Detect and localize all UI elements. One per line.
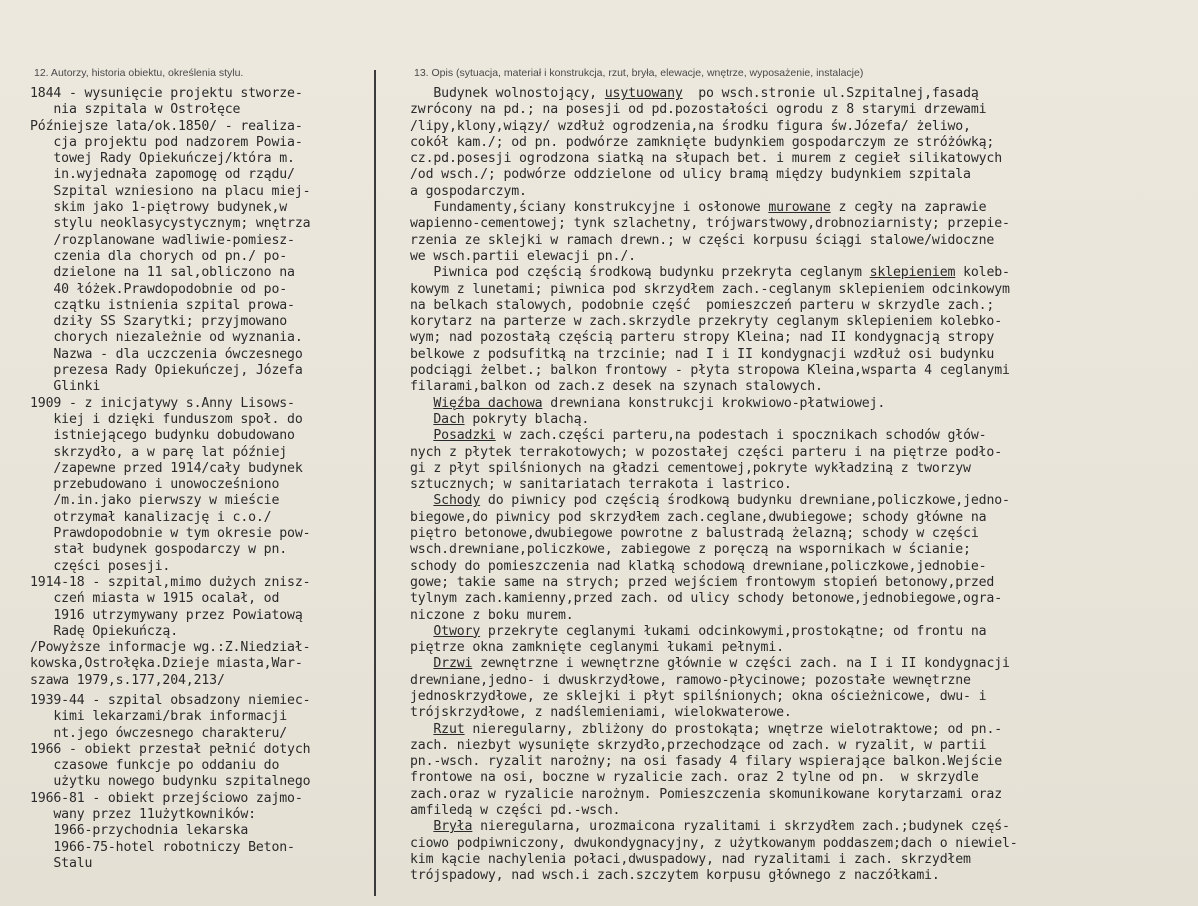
history-line: 1914-18 - szpital,mimo dużych znisz- xyxy=(30,574,311,590)
description-text: Budynek wolnostojący, xyxy=(410,86,605,101)
description-text xyxy=(410,412,433,427)
description-line xyxy=(410,526,1018,542)
history-line: towej Rady Opiekuńczej/która m. xyxy=(30,151,295,167)
description-text: drewniane,jedno- i dwuskrzydłowe, ramowo-płycinowe; pozostałe wewnętrzne xyxy=(410,672,971,688)
description-text: gi z płyt spilśnionych na gładzi cementowej,pokryte wykładziną z tworzyw xyxy=(410,460,971,476)
description-text: a gospodarczym. xyxy=(410,183,527,199)
description-line xyxy=(410,803,1018,819)
column-divider xyxy=(374,70,376,896)
description-text: frontowe na osi, boczne w ryzalicie zach. oraz 2 tylne od pn. w skrzydle xyxy=(410,770,979,786)
history-line: użytku nowego budynku szpitalnego xyxy=(30,774,311,790)
description-line xyxy=(410,86,1018,102)
description-text: biegowe,do piwnicy pod skrzydłem zach.ceglane,dwubiegowe; schody główne na xyxy=(410,509,987,525)
section-13-header: 13. Opis (sytuacja, materiał i konstrukcja, rzut, bryła, elewacje, wnętrze, wyposażenie, instalacje) xyxy=(414,67,864,79)
description-line xyxy=(410,868,1018,884)
description-line xyxy=(410,461,1018,477)
description-text: nych z płytek terrakotowych; w pozostałej części parteru i na piętrze podło- xyxy=(410,444,1003,460)
description-line xyxy=(410,233,1018,249)
description-line xyxy=(410,510,1018,526)
description-text xyxy=(410,624,433,639)
description-line xyxy=(410,135,1018,151)
description-text: korytarz na parterze w zach.skrzydle przekryty ceglanym sklepieniem kolebko- xyxy=(410,314,1003,330)
description-text: filarami,balkon od zach.z desek na szynach stalowych. xyxy=(410,379,823,395)
description-line xyxy=(410,559,1018,575)
description-line xyxy=(410,363,1018,379)
description-text xyxy=(410,493,433,508)
description-text: cz.pd.posesji ogrodzona siatką na słupach bet. i murem z cegieł silikatowych xyxy=(410,151,1003,167)
description-line xyxy=(410,689,1018,705)
description-text: gowe; takie same na strych; przed wejściem frontowym stopień betonowy,przed xyxy=(410,574,995,590)
description-line xyxy=(410,379,1018,395)
description-line xyxy=(410,282,1018,298)
underlined-keyword: Rzut xyxy=(433,721,465,737)
description-line xyxy=(410,445,1018,461)
history-line: dzielone na 11 sal,obliczono na xyxy=(30,265,295,281)
history-line: istniejącego budynku dobudowano xyxy=(30,428,295,444)
history-line: in.wyjednała zapomogę od rządu/ xyxy=(30,167,295,183)
description-line xyxy=(410,836,1018,852)
underlined-keyword: sklepieniem xyxy=(869,265,956,281)
description-text xyxy=(410,656,433,671)
history-line: nt.jego ówczesnego charakteru/ xyxy=(30,725,288,741)
history-line: części posesji. xyxy=(30,558,171,574)
underlined-keyword: Bryła xyxy=(433,819,473,835)
history-line: 1844 - wysunięcie projektu stworze- xyxy=(30,86,303,101)
description-text: koleb- xyxy=(955,265,1010,281)
description-line xyxy=(410,493,1018,509)
description-text: drewniana konstrukcji krokwiowo-płatwiowej. xyxy=(542,395,886,411)
description-line xyxy=(410,591,1018,607)
history-line: przebudowano i unowocześniono xyxy=(30,477,280,493)
history-line: czeń miasta w 1915 ocalał, od xyxy=(30,591,280,607)
description-text: tylnym zach.kamienny,przed zach. od ulicy schody betonowe,jednobiegowe,ogra- xyxy=(410,591,1003,607)
history-line: kiej i dzięki funduszom społ. do xyxy=(30,411,303,427)
history-line: cja projektu pod nadzorem Powia- xyxy=(30,134,303,150)
description-text: zewnętrzne i wewnętrzne głównie w części zach. na I i II kondygnacji xyxy=(472,656,1010,672)
description-line xyxy=(410,705,1018,721)
description-line xyxy=(410,330,1018,346)
description-column xyxy=(410,86,1018,885)
description-text: na belkach stalowych, podobnie część pomieszczeń parteru w skrzydle zach.; xyxy=(410,297,995,313)
description-text: kowym z lunetami; piwnica pod skrzydłem zach.-ceglanym sklepieniem odcinkowym xyxy=(410,281,1010,297)
description-text: /lipy,klony,wiązy/ wzdłuż ogrodzenia,na środku figura św.Józefa/ żeliwo, xyxy=(410,118,971,134)
history-line: czenia dla chorych od pn./ po- xyxy=(30,248,288,264)
description-text: Fundamenty,ściany konstrukcyjne i osłonowe xyxy=(410,200,769,216)
history-line: nia szpitala w Ostrołęce xyxy=(30,102,241,118)
description-text: piętro betonowe,dwubiegowe powrotne z balustradą żelazną; schody w części xyxy=(410,526,979,542)
history-line: otrzymał kanalizację i c.o./ xyxy=(30,509,272,525)
history-line: Stalu xyxy=(30,855,93,871)
history-line: Późniejsze lata/ok.1850/ - realiza- xyxy=(30,118,303,134)
history-line: /m.in.jako pierwszy w mieście xyxy=(30,493,280,509)
description-text: wapienno-cementowej; tynk szlachetny, trójwarstwowy,drobnoziarnisty; przepie- xyxy=(410,216,1010,232)
description-text: zach.oraz w ryzalicie narożnym. Pomieszczenia skomunikowane korytarzami oraz xyxy=(410,786,1003,802)
history-line: prezesa Rady Opiekuńczej, Józefa xyxy=(30,363,303,379)
history-line: Szpital wzniesiono na placu miej- xyxy=(30,183,311,199)
history-line: chorych niezależnie od wyznania. xyxy=(30,330,303,346)
history-line: /zapewne przed 1914/cały budynek xyxy=(30,460,303,476)
history-line: dziły SS Szarytki; przyjmowano xyxy=(30,314,288,330)
description-text: pn.-wsch. ryzalit narożny; na osi fasady 4 filary wspierające balkon.Wejście xyxy=(410,754,1003,770)
underlined-keyword: Dach xyxy=(433,411,465,427)
description-text: nieregularna, urozmaicona ryzalitami i skrzydłem zach.;budynek częś- xyxy=(472,819,1010,835)
description-text: kim kącie nachylenia połaci,dwuspadowy, nad ryzalitami i zach. skrzydłem xyxy=(410,851,971,867)
history-line: szawa 1979,s.177,204,213/ xyxy=(30,672,225,688)
description-text xyxy=(410,722,433,737)
description-line xyxy=(410,624,1018,640)
description-text: w zach.części parteru,na podestach i spocznikach schodów głów- xyxy=(495,428,987,444)
history-line: 1966 - obiekt przestał pełnić dotych xyxy=(30,741,311,757)
description-text: do piwnicy pod częścią środkową budynku drewniane,policzkowe,jedno- xyxy=(480,493,1010,509)
description-line xyxy=(410,754,1018,770)
description-line xyxy=(410,428,1018,444)
description-line xyxy=(410,575,1018,591)
description-line xyxy=(410,151,1018,167)
history-line: wany przez 11użytkowników: xyxy=(30,807,256,823)
history-line: Prawdopodobnie w tym okresie pow- xyxy=(30,526,311,542)
history-line: stylu neoklasycystycznym; wnętrza xyxy=(30,216,311,232)
description-line xyxy=(410,119,1018,135)
history-line: Radę Opiekuńczą. xyxy=(30,623,179,639)
description-line xyxy=(410,640,1018,656)
underlined-keyword: Schody xyxy=(433,493,481,509)
description-text: po wsch.stronie ul.Szpitalnej,fasadą xyxy=(682,86,979,101)
description-text: pokryty blachą. xyxy=(464,411,590,427)
description-line xyxy=(410,265,1018,281)
description-text: ciowo podpiwniczony, dwukondygnacyjny, z użytkowanym poddaszem;dach o niewiel- xyxy=(410,835,1018,851)
history-line: Glinki xyxy=(30,379,101,395)
description-text: niczone z boku murem. xyxy=(410,607,574,623)
description-line xyxy=(410,673,1018,689)
history-line: Nazwa - dla uczczenia ówczesnego xyxy=(30,346,303,362)
description-line xyxy=(410,314,1018,330)
description-text: wym; nad pozostałą częścią parteru stropy Kleina; nad II kondygnacją stropy xyxy=(410,330,995,346)
description-line xyxy=(410,787,1018,803)
underlined-keyword: murowane xyxy=(768,200,831,216)
history-column xyxy=(30,86,310,872)
description-text: Piwnica pod częścią środkową budynku przekryta ceglanym xyxy=(410,265,870,281)
description-line xyxy=(410,184,1018,200)
history-line: 1966-przychodnia lekarska xyxy=(30,823,249,839)
history-line: /Powyższe informacje wg.:Z.Niedział- xyxy=(30,640,311,656)
history-line: kimi lekarzami/brak informacji xyxy=(30,709,288,725)
description-line xyxy=(410,542,1018,558)
description-text: trójspadowy, nad wsch.i zach.szczytem korpusu głównego z naczółkami. xyxy=(410,868,940,884)
history-line: skrzydło, a w parę lat później xyxy=(30,444,288,460)
description-text: cokół kam./; od pn. podwórze zamknięte budynkiem gospodarczym ze stróżówką; xyxy=(410,134,995,150)
description-line xyxy=(410,102,1018,118)
underlined-keyword: Otwory xyxy=(433,623,481,639)
description-text: zwrócony na pd.; na posesji od pd.pozostałości ogrodu z 8 starymi drzewami xyxy=(410,102,987,118)
description-text: jednoskrzydłowe, ze sklejki i płyt spilśnionych; okna ościeżnicowe, dwu- i xyxy=(410,688,987,704)
description-line xyxy=(410,608,1018,624)
description-text: z cegły na zaprawie xyxy=(830,200,987,216)
history-line: czasowe funkcje po oddaniu do xyxy=(30,758,280,774)
description-text xyxy=(410,396,433,411)
history-line: kowska,Ostrołęka.Dzieje miasta,War- xyxy=(30,656,303,672)
description-text: wsch.drewniane,policzkowe, zabiegowe z poręczą na wspornikach w ścianie; xyxy=(410,542,971,558)
history-line: /rozplanowane wadliwie-pomiesz- xyxy=(30,232,295,248)
description-text: sztucznych; w sanitariatach terrakota i lastrico. xyxy=(410,477,792,493)
history-line: skim jako 1-piętrowy budynek,w xyxy=(30,200,288,216)
description-line xyxy=(410,656,1018,672)
description-line xyxy=(410,477,1018,493)
description-text: rzenia ze sklejki w ramach drewn.; w części korpusu ściągi stalowe/widoczne xyxy=(410,232,995,248)
description-line xyxy=(410,396,1018,412)
description-text: trójskrzydłowe, z nadślemieniami, wielokwaterowe. xyxy=(410,705,792,721)
description-text: we wsch.partii elewacji pn./. xyxy=(410,248,636,264)
description-line xyxy=(410,200,1018,216)
history-line: 1909 - z inicjatywy s.Anny Lisows- xyxy=(30,395,295,411)
description-line xyxy=(410,167,1018,183)
history-line: 1916 utrzymywany przez Powiatową xyxy=(30,607,303,623)
description-line xyxy=(410,852,1018,868)
description-text: amfiledą w części pd.-wsch. xyxy=(410,803,621,819)
description-text xyxy=(410,428,433,443)
description-text: zach. niezbyt wysunięte skrzydło,przechodzące od zach. w ryzalit, w partii xyxy=(410,737,987,753)
description-text: nieregularny, zbliżony do prostokąta; wnętrze wielotraktowe; od pn.- xyxy=(464,721,1003,737)
history-line: stał budynek gospodarczy w pn. xyxy=(30,542,288,558)
description-line xyxy=(410,412,1018,428)
description-line xyxy=(410,347,1018,363)
description-line xyxy=(410,722,1018,738)
history-line: 40 łóżek.Prawdopodobnie od po- xyxy=(30,281,288,297)
description-text: podciągi żelbet.; balkon frontowy - płyta stropowa Kleina,wsparta 4 ceglanymi xyxy=(410,363,1010,379)
underlined-keyword: usytuowany xyxy=(604,86,683,101)
description-line xyxy=(410,819,1018,835)
underlined-keyword: Drzwi xyxy=(433,656,473,672)
description-text: /od wsch./; podwórze oddzielone od ulicy bramą między budynkiem szpitala xyxy=(410,167,971,183)
underlined-keyword: Więźba dachowa xyxy=(433,395,543,411)
description-line xyxy=(410,770,1018,786)
description-line xyxy=(410,738,1018,754)
history-line: czątku istnienia szpital prowa- xyxy=(30,297,295,313)
description-line xyxy=(410,298,1018,314)
description-text: piętrze okna zamknięte ceglanymi łukami pełnymi. xyxy=(410,640,784,656)
history-line: 1939-44 - szpital obsadzony niemiec- xyxy=(30,692,311,708)
history-line: 1966-75-hotel robotniczy Beton- xyxy=(30,839,295,855)
description-line xyxy=(410,216,1018,232)
description-text xyxy=(410,819,433,834)
description-line xyxy=(410,249,1018,265)
description-text: schody do pomieszczenia nad klatką schodową drewniane,policzkowe,jednobie- xyxy=(410,558,987,574)
history-line: 1966-81 - obiekt przejściowo zajmo- xyxy=(30,790,303,806)
section-12-header: 12. Autorzy, historia obiektu, określenia stylu. xyxy=(34,67,244,79)
description-text: belkowe z podsufitką na trzcinie; nad I i II kondygnacji wzdłuż osi budynku xyxy=(410,346,995,362)
underlined-keyword: Posadzki xyxy=(433,428,496,444)
description-text: przekryte ceglanymi łukami odcinkowymi,prostokątne; od frontu na xyxy=(480,623,987,639)
